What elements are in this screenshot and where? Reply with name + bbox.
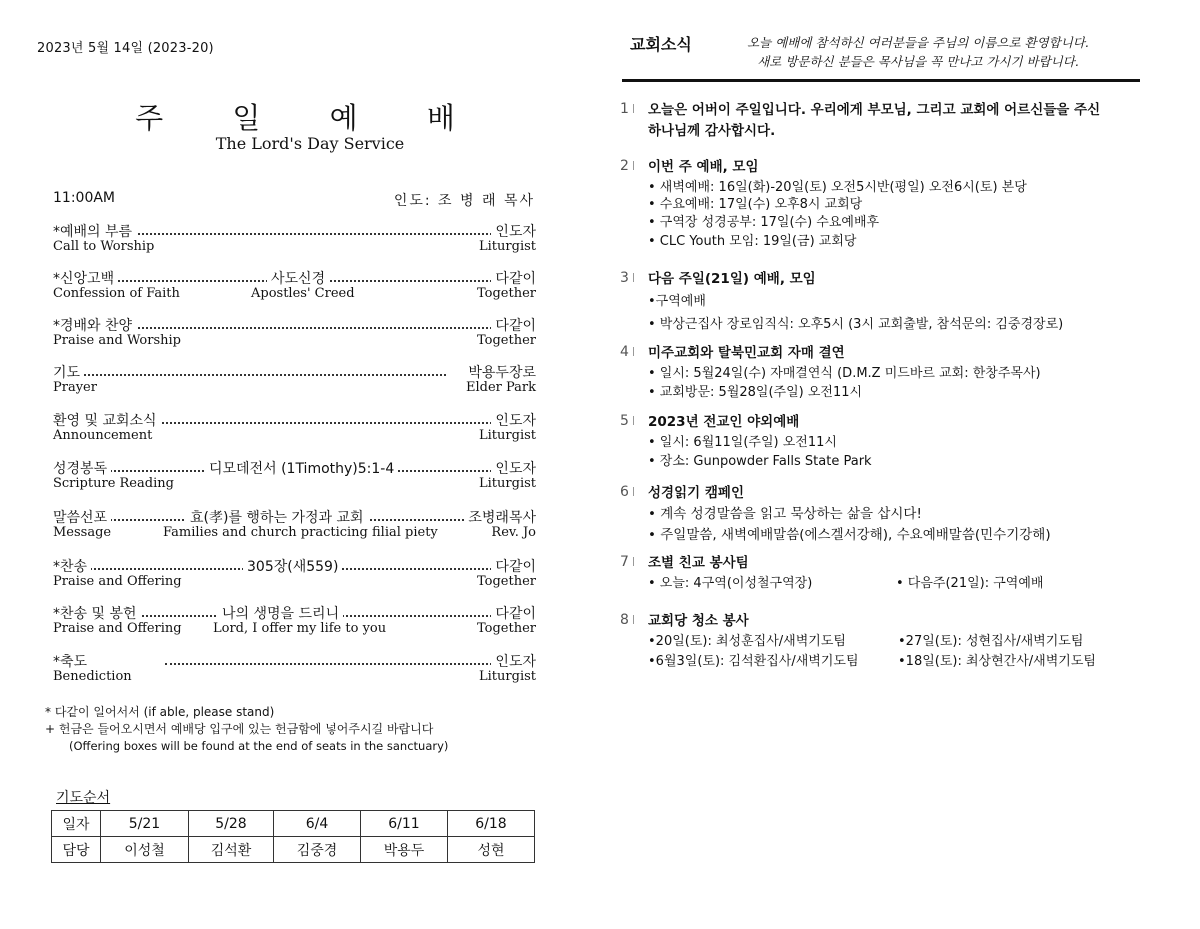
order-ko: *찬송 (53, 556, 91, 574)
news-item (620, 269, 1180, 336)
news-title: 교회소식 (630, 35, 692, 54)
order-role: 조병래목사 (464, 507, 536, 525)
bulletin-date: 2023년 5월 14일 (2023-20) (37, 41, 214, 56)
order-mid-en: Lord, I offer my life to you (213, 621, 387, 636)
table-cell: 6/18 (448, 811, 535, 837)
order-role-en: Liturgist (479, 239, 536, 254)
welcome-line: 오늘 예배에 참석하신 여러분들을 주님의 이름으로 환영합니다. (747, 35, 1089, 50)
order-role-en: Liturgist (479, 669, 536, 684)
table-cell: 김중경 (274, 837, 361, 863)
order-role-en: Together (476, 333, 536, 348)
divider (622, 79, 1140, 82)
welcome-line: 새로 방문하신 분들은 목사님을 꼭 만나고 가시기 바랍니다. (757, 54, 1079, 69)
right-page (600, 0, 1200, 929)
order-item (53, 362, 536, 396)
table-cell: 박용두 (361, 837, 448, 863)
order-role: 인도자 (491, 458, 536, 476)
order-en: Praise and Offering (53, 621, 182, 636)
order-item (53, 268, 536, 302)
news-item-number: 3 (620, 270, 634, 286)
welcome-message (708, 33, 1128, 71)
news-item-line: • 장소: Gunpowder Falls State Park (648, 454, 872, 469)
news-item-line: • 일시: 5월24일(수) 자매결연식 (D.M.Z 미드바르 교회: 한창주목사) (648, 366, 1041, 381)
order-ko: *신앙고백 (53, 268, 118, 286)
table-row (52, 837, 535, 863)
order-item (53, 221, 536, 255)
news-item (620, 343, 1180, 402)
standing-note: * 다같이 일어서서 (if able, please stand) (45, 705, 275, 719)
news-item-line: 오늘은 어버이 주일입니다. 우리에게 부모님, 그리고 교회에 어르신들을 주신 (648, 102, 1101, 118)
news-item (620, 412, 1180, 471)
table-cell: 일자 (52, 811, 101, 837)
order-item (53, 410, 536, 444)
news-item (620, 100, 1180, 142)
news-item-line: • 구역장 성경공부: 17일(수) 수요예배후 (648, 215, 880, 230)
cleaning-entry: •6월3일(토): 김석환집사/새벽기도팀 (648, 654, 859, 669)
order-ko: *축도 (53, 651, 91, 669)
service-time-row (53, 190, 535, 209)
order-role: 다같이 (491, 556, 536, 574)
order-item (53, 603, 536, 637)
table-cell: 6/4 (274, 811, 361, 837)
order-en: Call to Worship (53, 239, 155, 254)
order-ko: *경배와 찬양 (53, 315, 136, 333)
service-title-english: The Lord's Day Service (215, 134, 405, 153)
order-role-en: Liturgist (479, 476, 536, 491)
order-role-en: Elder Park (465, 380, 536, 395)
order-mid: 305장(새559) (243, 556, 342, 574)
order-en: Scripture Reading (53, 476, 174, 491)
table-cell: 5/28 (189, 811, 274, 837)
news-item-heading: 2023년 전교인 야외예배 (648, 414, 800, 430)
news-item-heading: 성경읽기 캠페인 (648, 485, 744, 501)
order-en: Announcement (53, 428, 153, 443)
left-page (0, 0, 590, 929)
order-ko: 성경봉독 (53, 458, 111, 476)
table-cell: 6/11 (361, 811, 448, 837)
order-role-en: Liturgist (479, 428, 536, 443)
order-role: 다같이 (491, 603, 536, 621)
news-item-heading: 다음 주일(21일) 예배, 모임 (648, 271, 816, 287)
table-row (52, 811, 535, 837)
order-role: 다같이 (491, 268, 536, 286)
service-notes (45, 704, 448, 755)
order-item (53, 458, 536, 492)
order-en: Benediction (53, 669, 132, 684)
news-item-heading: 교회당 청소 봉사 (648, 613, 749, 629)
news-item-number: 8 (620, 612, 634, 628)
cleaning-entry: •27일(토): 성현집사/새벽기도팀 (898, 634, 1084, 649)
order-ko: 기도 (53, 362, 84, 380)
order-role: 인도자 (491, 651, 536, 669)
order-en: Message (53, 525, 112, 540)
order-item (53, 651, 536, 685)
order-mid-en: Families and church practicing filial piety (163, 525, 438, 540)
team-today: • 오늘: 4구역(이성철구역장) (648, 576, 813, 591)
offering-note: + 헌금은 들어오시면서 예배당 입구에 있는 헌금함에 넣어주시길 바랍니다 (45, 722, 434, 736)
table-cell: 김석환 (189, 837, 274, 863)
news-item-number: 4 (620, 344, 634, 360)
order-item (53, 315, 536, 349)
news-item-line (648, 632, 1180, 652)
table-cell: 담당 (52, 837, 101, 863)
news-item (620, 611, 1180, 672)
news-item-line: •구역예배 (648, 294, 706, 309)
service-leader: 인도: 조 병 래 목사 (393, 193, 535, 209)
news-item-heading: 이번 주 예배, 모임 (648, 159, 759, 175)
news-item-line: • 계속 성경말씀을 읽고 묵상하는 삶을 삽시다! (648, 506, 922, 522)
news-item-number: 6 (620, 484, 634, 500)
news-item-line (648, 574, 1180, 593)
table-cell: 5/21 (101, 811, 189, 837)
prayer-schedule-title: 기도순서 (56, 790, 111, 806)
cleaning-entry: •18일(토): 최상현간사/새벽기도팀 (898, 654, 1096, 669)
order-ko: 환영 및 교회소식 (53, 410, 161, 428)
news-item-line: • 교회방문: 5월28일(주일) 오전11시 (648, 385, 863, 400)
table-cell: 성현 (448, 837, 535, 863)
news-item-number: 2 (620, 158, 634, 174)
order-en: Prayer (53, 380, 97, 395)
order-role-en: Rev. Jo (491, 525, 536, 540)
team-next: • 다음주(21일): 구역예배 (896, 576, 1044, 591)
offering-note-english: (Offering boxes will be found at the end of seats in the sanctuary) (69, 739, 449, 753)
news-item-line: • 일시: 6월11일(주일) 오전11시 (648, 435, 837, 450)
news-item-line: • 주일말씀, 새벽예배말씀(에스겔서강해), 수요예배말씀(민수기강해) (648, 527, 1051, 543)
order-item (53, 507, 536, 541)
order-role-en: Together (476, 574, 536, 589)
order-mid: 나의 생명을 드리니 (218, 603, 343, 621)
news-item-line: • CLC Youth 모임: 19일(금) 교회당 (648, 234, 857, 249)
service-time: 11:00AM (53, 190, 116, 206)
order-role: 인도자 (491, 221, 536, 239)
news-item-number: 1 (620, 101, 634, 117)
order-en: Confession of Faith (53, 286, 180, 301)
order-mid: 디모데전서 (1Timothy)5:1-4 (205, 458, 398, 476)
order-role: 인도자 (491, 410, 536, 428)
order-role-en: Together (476, 286, 536, 301)
order-item (53, 556, 536, 590)
order-en: Praise and Worship (53, 333, 181, 348)
order-en: Praise and Offering (53, 574, 182, 589)
order-mid: 사도신경 (267, 268, 329, 286)
news-item-line: • 수요예배: 17일(수) 오후8시 교회당 (648, 197, 863, 212)
cleaning-entry: •20일(토): 최성훈집사/새벽기도팀 (648, 634, 846, 649)
order-ko: *찬송 및 봉헌 (53, 603, 141, 621)
order-role: 박용두장로 (464, 362, 536, 380)
news-item (620, 157, 1180, 251)
order-role: 다같이 (491, 315, 536, 333)
news-item (620, 553, 1180, 593)
table-cell: 이성철 (101, 837, 189, 863)
order-role-en: Together (476, 621, 536, 636)
news-item-line: 하나님께 감사합시다. (648, 123, 776, 139)
news-item-line: • 박상근집사 장로임직식: 오후5시 (3시 교회출발, 참석문의: 김중경장로) (648, 317, 1064, 332)
news-item-line: • 새벽예배: 16일(화)-20일(토) 오전5시반(평일) 오전6시(토) 본당 (648, 180, 1027, 195)
news-item-number: 5 (620, 413, 634, 429)
order-ko: 말씀선포 (53, 507, 111, 525)
news-item-heading: 미주교회와 탈북민교회 자매 결연 (648, 345, 845, 361)
order-mid-en: Apostles' Creed (251, 286, 355, 301)
prayer-schedule-table (51, 810, 535, 863)
news-item-heading: 조별 친교 봉사팀 (648, 555, 749, 571)
order-ko: *예배의 부름 (53, 221, 136, 239)
news-item-line (648, 652, 1180, 672)
order-mid: 효(孝)를 행하는 가정과 교회 (186, 507, 368, 525)
service-title-korean: 주 일 예 배 (135, 101, 485, 135)
news-item-number: 7 (620, 554, 634, 570)
news-item (620, 483, 1180, 546)
